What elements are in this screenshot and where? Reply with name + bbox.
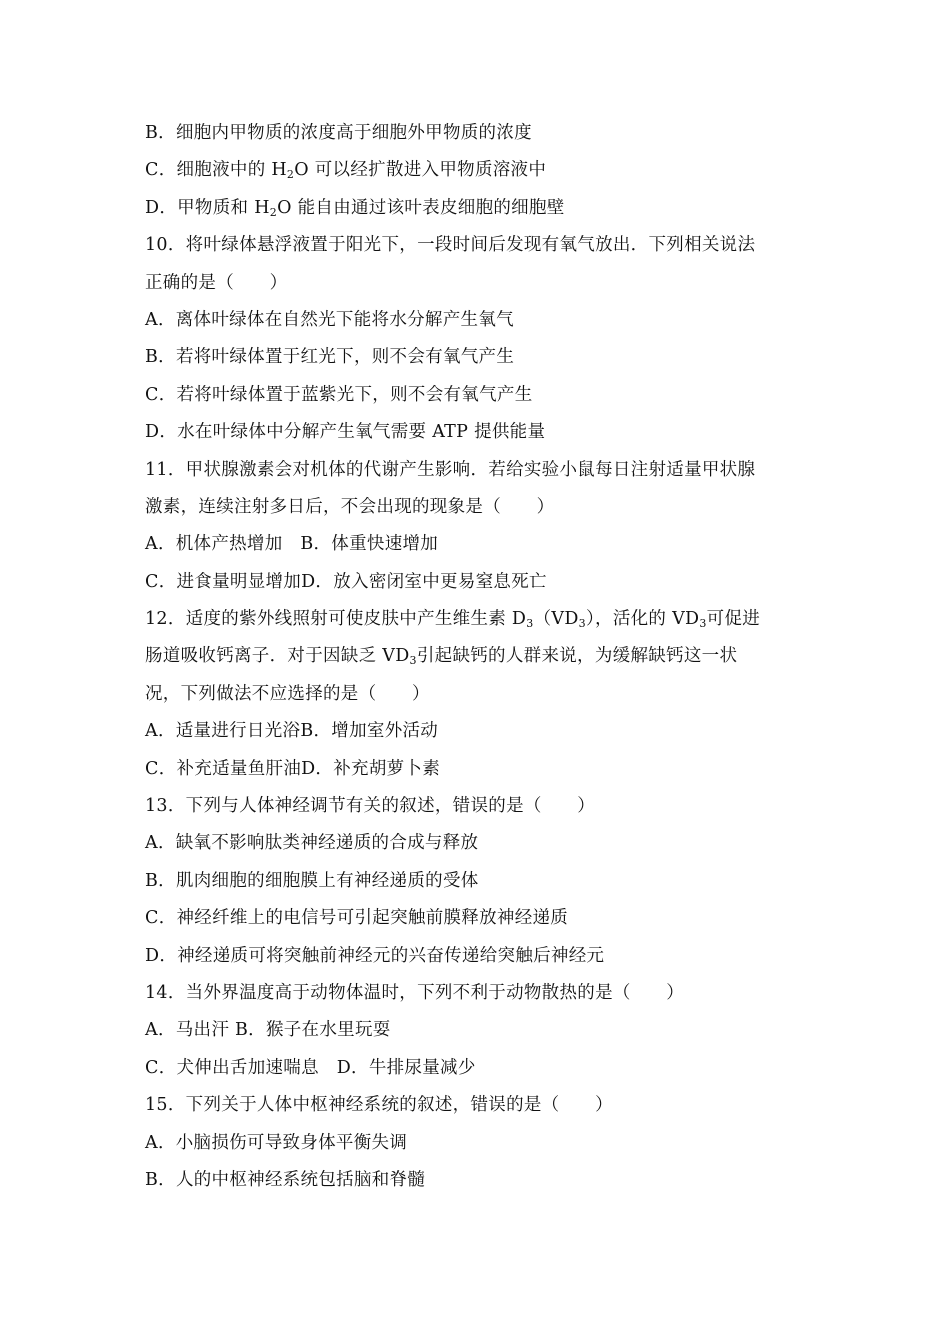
option-line: B．人的中枢神经系统包括脑和脊髓 bbox=[145, 1169, 426, 1190]
option-line: D．水在叶绿体中分解产生氧气需要 ATP 提供能量 bbox=[145, 422, 546, 443]
option-line: D．神经递质可将突触前神经元的兴奋传递给突触后神经元 bbox=[145, 945, 605, 966]
option-line: C．补充适量鱼肝油D．补充胡萝卜素 bbox=[145, 758, 441, 779]
question-line: 11．甲状腺激素会对机体的代谢产生影响．若给实验小鼠每日注射适量甲状腺 bbox=[145, 459, 756, 480]
option-line: C．若将叶绿体置于蓝紫光下，则不会有氧气产生 bbox=[145, 384, 533, 405]
question-line: 10．将叶绿体悬浮液置于阳光下，一段时间后发现有氧气放出．下列相关说法 bbox=[145, 235, 756, 256]
option-line: B．肌肉细胞的细胞膜上有神经递质的受体 bbox=[145, 870, 479, 891]
option-line: A．小脑损伤可导致身体平衡失调 bbox=[145, 1132, 408, 1153]
option-line: A．适量进行日光浴B．增加室外活动 bbox=[145, 721, 439, 742]
option-line: C．进食量明显增加D．放入密闭室中更易窒息死亡 bbox=[145, 571, 547, 592]
option-line: A．马出汗 B．猴子在水里玩耍 bbox=[145, 1020, 391, 1041]
question-line: 正确的是（ ） bbox=[145, 272, 288, 293]
question-line: 14．当外界温度高于动物体温时，下列不利于动物散热的是（ ） bbox=[145, 982, 685, 1003]
option-line: C．犬伸出舌加速喘息 D．牛排尿量减少 bbox=[145, 1057, 476, 1078]
question-line: 13．下列与人体神经调节有关的叙述，错误的是（ ） bbox=[145, 796, 596, 817]
option-line: C．神经纤维上的电信号可引起突触前膜释放神经递质 bbox=[145, 908, 569, 929]
option-line: A．离体叶绿体在自然光下能将水分解产生氧气 bbox=[145, 309, 514, 330]
option-line: D．甲物质和 $H_2O$ 能自由通过该叶表皮细胞的细胞壁 bbox=[145, 197, 565, 219]
option-line: A．机体产热增加 B．体重快速增加 bbox=[145, 534, 439, 555]
question-line: 况，下列做法不应选择的是（ ） bbox=[145, 683, 430, 704]
question-line: 肠道吸收钙离子．对于因缺乏 $VD_3$引起缺钙的人群来说，为缓解缺钙这一状 bbox=[145, 646, 738, 668]
option-line: B．若将叶绿体置于红光下，则不会有氧气产生 bbox=[145, 347, 515, 368]
question-line: 12．适度的紫外线照射可使皮肤中产生维生素 $D_3(VD_3)$，活化的 $VD_3$可促进 bbox=[145, 609, 761, 631]
option-line: B．细胞内甲物质的浓度高于细胞外甲物质的浓度 bbox=[145, 123, 532, 143]
question-text-block bbox=[145, 115, 815, 1199]
question-line: 15．下列关于人体中枢神经系统的叙述，错误的是（ ） bbox=[145, 1095, 613, 1116]
option-line: C．细胞液中的 $H_2O$ 可以经扩散进入甲物质溶液中 bbox=[145, 160, 547, 182]
option-line: A．缺氧不影响肽类神经递质的合成与释放 bbox=[145, 833, 479, 854]
question-line: 激素，连续注射多日后，不会出现的现象是（ ） bbox=[145, 496, 555, 517]
